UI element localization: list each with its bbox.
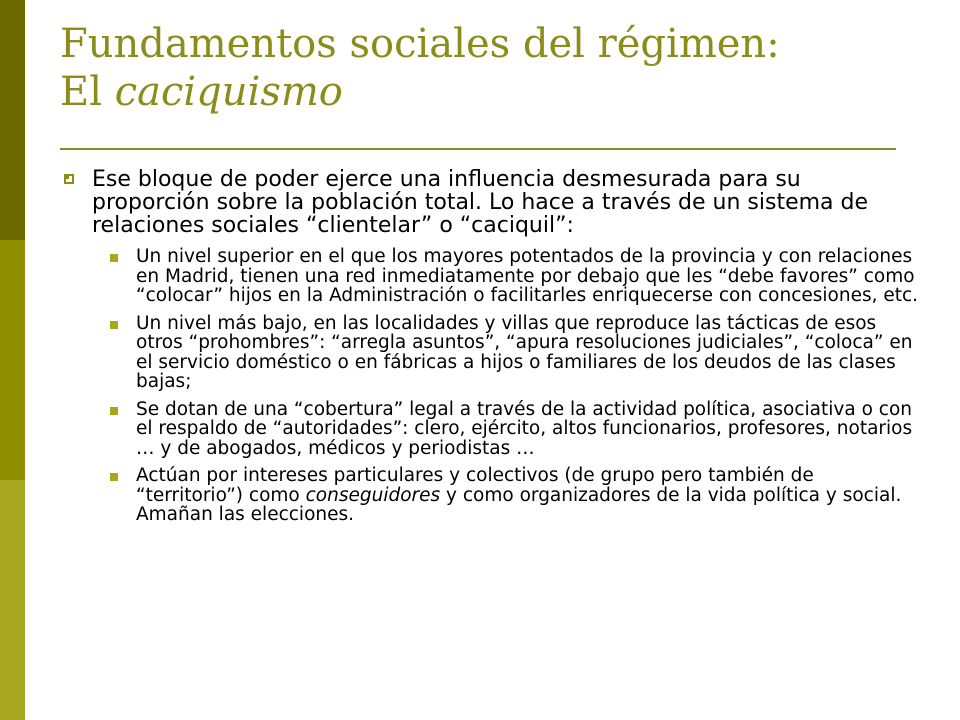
title-line-2-italic: caciquismo	[114, 69, 343, 115]
square-bullet-icon	[110, 321, 118, 329]
title-line-1: Fundamentos sociales del régimen:	[60, 21, 780, 67]
slide-content	[60, 168, 920, 533]
sub-bullet-text-part: Actúan por intereses particulares y colectivos (de grupo pero también de “territorio”) como	[136, 465, 820, 506]
sub-bullet-text-italic: conseguidores	[305, 484, 441, 506]
square-bullet-icon	[110, 254, 118, 262]
side-bar-middle	[0, 240, 25, 480]
title-divider	[60, 148, 896, 150]
side-bar-top	[0, 0, 25, 240]
main-bullet-item	[60, 168, 920, 237]
side-bar-bottom	[0, 480, 25, 720]
sub-bullet-text	[136, 465, 907, 525]
main-bullet-text: Ese bloque de poder ejerce una influencia desmesurada para su proporción sobre la población total. Lo hace a través de un sistema de relaciones sociales “clientelar” o “caciquil”:	[92, 167, 869, 238]
square-bullet-icon	[110, 407, 118, 415]
sub-bullet-item	[60, 400, 920, 459]
sub-bullet-text: Un nivel superior en el que los mayores potentados de la provincia y con relaciones en Madrid, tienen una red inmediatamente por debajo que les “debe favores” como “colocar” hijos en la Administración o facilitarles enriquecerse con concesiones, etc.	[136, 246, 919, 306]
sub-bullet-text: Un nivel más bajo, en las localidades y villas que reproduce las tácticas de esos otros “prohombres”: “arregla asuntos”, “apura resoluciones judiciales”, “coloca” en el servicio doméstico o en fábricas a hijos o familiares de los deudos de las clases bajas;	[136, 312, 913, 392]
sub-bullet-item	[60, 314, 920, 392]
title-line-2	[60, 68, 920, 116]
square-bullet-icon	[110, 473, 118, 481]
sub-bullet-text-part: y como organizadores de la vida política y social. Amañan las elecciones.	[136, 484, 908, 525]
slide-title	[60, 20, 920, 116]
title-line-2-prefix: El	[60, 69, 115, 115]
sub-bullet-item	[60, 466, 920, 525]
sub-bullet-item	[60, 247, 920, 306]
square-bullet-icon	[64, 174, 74, 184]
sub-bullet-text: Se dotan de una “cobertura” legal a través de la actividad política, asociativa o con el respaldo de “autoridades”: clero, ejército, altos funcionarios, profesores, notarios … y de abogados, médicos y periodistas …	[136, 398, 913, 459]
